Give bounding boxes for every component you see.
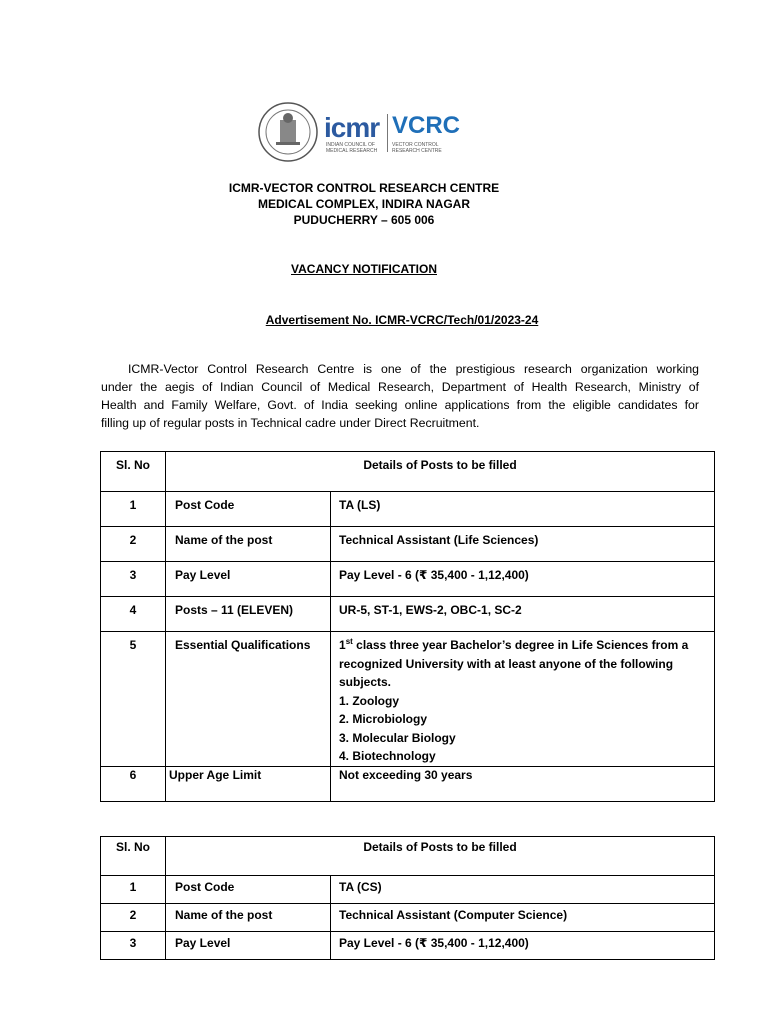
table-row: 2 Name of the post Technical Assistant (Life Sciences) (101, 527, 715, 562)
details-header: Details of Posts to be filled (166, 452, 715, 492)
list-item: 4. Biotechnology (339, 749, 436, 763)
sl-no-header: Sl. No (101, 452, 166, 492)
table-header-row (101, 452, 715, 492)
advertisement-number: Advertisement No. ICMR-VCRC/Tech/01/2023-24 (265, 313, 539, 327)
posts-table-ls (100, 451, 715, 802)
vcrc-wordmark: VCRC (392, 112, 461, 139)
table-row: 6 Upper Age Limit Not exceeding 30 years (101, 766, 715, 801)
table-row: 1 Post Code TA (CS) (101, 876, 715, 904)
table-row: 3 Pay Level Pay Level - 6 (₹ 35,400 - 1,12,400) (101, 562, 715, 597)
subject-list (339, 692, 714, 766)
logo-divider (387, 114, 388, 152)
table-row: 3 Pay Level Pay Level - 6 (₹ 35,400 - 1,12,400) (101, 932, 715, 960)
page-title: VACANCY NOTIFICATION (291, 262, 437, 276)
posts-table-cs (100, 836, 715, 960)
list-item: 3. Molecular Biology (339, 730, 456, 745)
table-row: 2 Name of the post Technical Assistant (Computer Science) (101, 904, 715, 932)
list-item: 1. Zoology (339, 693, 399, 708)
table-row: 5 Essential Qualifications 1st class three year Bachelor’s degree in Life Sciences from a recognized University with at least anyone of the following subjects. 1. Zoology 2. Microbiology 3. Molecular Biology 4. Biotechnology (101, 632, 715, 767)
table-header-row (101, 837, 715, 876)
icmr-wordmark: icmr (324, 112, 380, 143)
list-item: 2. Microbiology (339, 712, 428, 726)
org-address: MEDICAL COMPLEX, INDIRA NAGAR (257, 197, 470, 211)
intro-line: under the aegis of Indian Council of Medical Research, Department of Health Research, Ministry of (101, 380, 699, 394)
icmr-subtext: INDIAN COUNCIL OF MEDICAL RESEARCH (326, 142, 378, 154)
table-row: 4 Posts – 11 (ELEVEN) UR-5, ST-1, EWS-2, OBC-1, SC-2 (101, 597, 715, 632)
details-header: Details of Posts to be filled (166, 837, 715, 876)
intro-line: filling up of regular posts in Technical cadre under Direct Recruitment. (101, 416, 480, 430)
intro-line: Health and Family Welfare, Govt. of India seeking online applications from the eligible candidates for (101, 398, 699, 412)
icmr-vcrc-logo (258, 100, 468, 166)
org-city: PUDUCHERRY – 605 006 (293, 213, 435, 227)
vcrc-subtext: VECTOR CONTROL RESEARCH CENTRE (392, 142, 442, 154)
intro-paragraph (101, 360, 699, 432)
intro-line: ICMR-Vector Control Research Centre is one of the prestigious research organization working (128, 362, 699, 376)
qualification-cell: 1st class three year Bachelor’s degree in Life Sciences from a recognized University with at least anyone of the following subjects. 1. Zoology 2. Microbiology 3. Molecular Biology 4. Biotechnology (331, 632, 715, 767)
table-row: 1 Post Code TA (LS) (101, 492, 715, 527)
sl-no-header: Sl. No (101, 837, 166, 876)
org-name: ICMR-VECTOR CONTROL RESEARCH CENTRE (228, 181, 500, 195)
